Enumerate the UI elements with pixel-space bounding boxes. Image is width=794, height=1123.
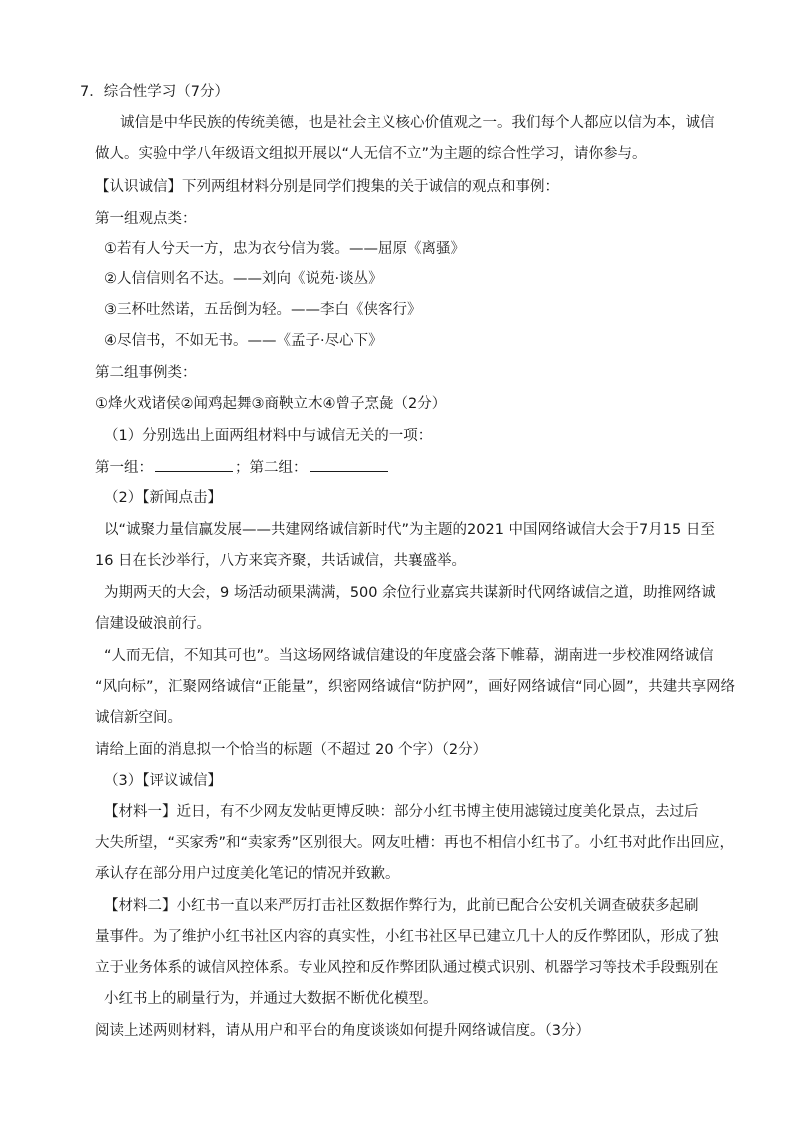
- intro-line-2: 做人。实验中学八年级语文组拟开展以“人无信不立”为主题的综合性学习，请你参与。: [95, 146, 647, 162]
- section-recognize-honesty: 【认识诚信】下列两组材料分别是同学们搜集的关于诚信的观点和事例：: [95, 179, 559, 195]
- sub-question-3-prompt: 阅读上述两则材料，请从用户和平台的角度谈谈如何提升网络诚信度。（3分）: [95, 1023, 590, 1039]
- group1-heading: 第一组观点类：: [95, 211, 197, 227]
- news-paragraph-2-line-1: 为期两天的大会，9 场活动硕果满满，500 余位行业嘉宾共谋新时代网络诚信之道，助推网络诚: [104, 585, 716, 601]
- group2-answer-label: ；第二组：: [235, 460, 308, 476]
- group1-item-3: ③三杯吐然诺，五岳倒为轻。——李白《侠客行》: [104, 302, 422, 318]
- sub-question-3-heading: （3）【评议诚信】: [104, 773, 222, 789]
- group1-item-1: ①若有人兮天一方，忠为衣兮信为裳。——屈原《离骚》: [104, 241, 465, 257]
- group2-items: ①烽火戏诸侯②闻鸡起舞③商鞅立木④曾子烹彘（2分）: [95, 396, 447, 412]
- group1-answer-blank[interactable]: [155, 457, 233, 472]
- material-2-line-1: 【材料二】小红书一直以来严厉打击社区数据作弊行为，此前已配合公安机关调查破获多起刷: [104, 898, 699, 914]
- material-2-line-4: 小红书上的刷量行为，并通过大数据不断优化模型。: [104, 991, 438, 1007]
- group1-item-2: ②人信信则名不达。——刘向《说苑·谈丛》: [104, 271, 383, 287]
- group1-answer-label: 第一组：: [95, 460, 153, 476]
- news-paragraph-3-line-3: 诚信新空间。: [95, 710, 182, 726]
- news-paragraph-3-line-2: “风向标”，汇聚网络诚信“正能量”，织密网络诚信“防护网”，画好网络诚信“同心圆”，共建共享网络: [95, 679, 736, 695]
- news-paragraph-2-line-2: 信建设破浪前行。: [95, 616, 211, 632]
- sub-question-1: （1）分别选出上面两组材料中与诚信无关的一项：: [104, 428, 433, 444]
- group2-answer-blank[interactable]: [310, 457, 388, 472]
- material-2-line-2: 量事件。为了维护小红书社区内容的真实性，小红书社区早已建立几十人的反作弊团队，形成了独: [95, 929, 719, 945]
- question-title: 7．综合性学习（7分）: [80, 84, 229, 100]
- material-1-line-1: 【材料一】近日，有不少网友发帖更博反映：部分小红书博主使用滤镜过度美化景点，去过后: [104, 804, 699, 820]
- material-1-line-2: 大失所望，“买家秀”和“卖家秀”区别很大。网友吐槽：再也不相信小红书了。小红书对此作出回应，: [95, 835, 735, 851]
- sub-question-2-prompt: 请给上面的消息拟一个恰当的标题（不超过 20 个字）（2分）: [95, 742, 488, 758]
- news-paragraph-3-line-1: “人而无信，不知其可也”。当这场网络诚信建设的年度盛会落下帷幕，湖南进一步校准网络诚信: [104, 648, 714, 664]
- group1-item-4: ④尽信书，不如无书。——《孟子·尽心下》: [104, 333, 383, 349]
- group2-heading: 第二组事例类：: [95, 365, 197, 381]
- news-paragraph-1-line-1: 以“诚聚力量信赢发展——共建网络诚信新时代”为主题的2021 中国网络诚信大会于7月15 日至: [104, 522, 715, 538]
- sub-question-1-answer-line: [95, 457, 390, 477]
- intro-line-1: 诚信是中华民族的传统美德，也是社会主义核心价值观之一。我们每个人都应以信为本，诚信: [120, 115, 715, 131]
- sub-question-2-heading: （2）【新闻点击】: [104, 490, 222, 506]
- news-paragraph-1-line-2: 16 日在长沙举行，八方来宾齐聚，共话诚信，共襄盛举。: [95, 553, 467, 569]
- material-2-line-3: 立于业务体系的诚信风控体系。专业风控和反作弊团队通过模式识别、机器学习等技术手段甄别在: [95, 960, 719, 976]
- material-1-line-3: 承认存在部分用户过度美化笔记的情况并致歉。: [95, 866, 400, 882]
